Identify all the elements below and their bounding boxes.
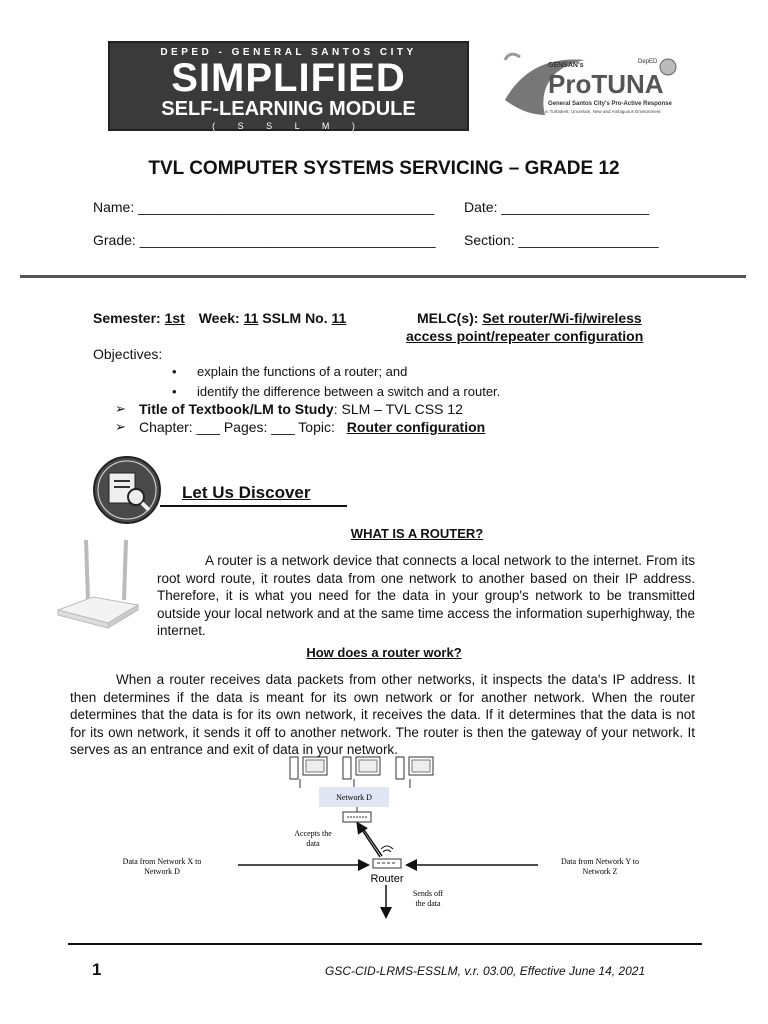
textbook-line xyxy=(139,401,463,417)
banner-top-text: DEPED - GENERAL SANTOS CITY xyxy=(160,47,417,58)
page-number: 1 xyxy=(92,960,102,979)
semester-value: 1st xyxy=(164,310,185,326)
date-field: Date: ___________________ xyxy=(464,199,650,215)
accepts-label-1: Accepts the xyxy=(294,829,332,838)
logo-tagline2: in Turbulent, Uncertain, New and Ambiguous Environment xyxy=(545,109,661,114)
melc-line xyxy=(417,310,642,326)
banner-subtitle: SELF-LEARNING MODULE xyxy=(161,98,416,120)
chapter-text: Chapter: ___ Pages: ___ Topic: xyxy=(139,419,335,435)
from-y-label-2: Network Z xyxy=(582,867,618,876)
name-field: Name: ______________________________________ xyxy=(93,199,434,215)
router-diagram xyxy=(0,752,768,932)
computer-icon xyxy=(290,757,327,779)
protuna-logo xyxy=(500,45,690,130)
sends-label-1: Sends off xyxy=(412,889,444,898)
chapter-line xyxy=(139,419,485,435)
sends-label-2: the data xyxy=(415,899,441,908)
objectives-label: Objectives: xyxy=(93,346,163,362)
melc-label: MELC(s): xyxy=(417,310,479,326)
section-field: Section: __________________ xyxy=(464,232,659,248)
banner-title: SIMPLIFIED xyxy=(171,56,406,100)
from-x-label-2: Network D xyxy=(144,867,180,876)
week-value: 11 xyxy=(243,310,259,326)
sslm-label: SSLM No. xyxy=(262,310,328,326)
objective-item: • identify the difference between a switch and a router. xyxy=(197,384,500,399)
footer-code: GSC-CID-LRMS-ESSLM, v.r. 03.00, Effective June 14, 2021 xyxy=(325,964,646,978)
accepts-label-2: data xyxy=(306,839,320,848)
logo-gensan-text: GENSAN's xyxy=(548,62,584,69)
textbook-label: Title of Textbook/LM to Study xyxy=(139,401,334,417)
discover-heading: Let Us Discover xyxy=(182,483,311,502)
from-y-label-1: Data from Network Y to xyxy=(560,857,640,866)
footer-divider xyxy=(68,943,702,945)
router-label: Router xyxy=(370,873,404,885)
banner-sslm: ( S S L M ) xyxy=(212,121,365,131)
discover-underline xyxy=(160,505,347,507)
computer-icon xyxy=(343,757,380,779)
melc-value-1: Set router/Wi-fi/wireless xyxy=(482,310,642,326)
router-image xyxy=(48,535,148,635)
week-label: Week: xyxy=(198,310,240,326)
textbook-value: : SLM – TVL CSS 12 xyxy=(333,401,463,417)
sslm-value: 11 xyxy=(331,310,347,326)
sslm-banner xyxy=(108,41,469,131)
network-d-label: Network D xyxy=(336,793,372,802)
semester-label: Semester: xyxy=(93,310,161,326)
logo-deped-text: DepED xyxy=(638,59,658,65)
router-work-paragraph: When a router receives data packets from other networks, it inspects the data's IP address. It then determines if the data is meant for its own network or for another network. When the router determines that the data is for its own network, it receives the data. If it determines that the data is not for its own network, it sends it off to another network. The router is then the gateway of your network. It serves as an entrance and exit of data in your network. xyxy=(70,672,695,757)
logo-name: ProTUNA xyxy=(548,69,664,99)
melc-line-2 xyxy=(406,328,643,344)
topic-value: Router configuration xyxy=(346,419,486,435)
objective-item: • explain the functions of a router; and xyxy=(197,364,407,379)
semester-line xyxy=(93,310,346,326)
header-divider xyxy=(20,275,746,278)
grade-field: Grade: ______________________________________ xyxy=(93,232,436,248)
tuna-fish-icon xyxy=(500,45,690,130)
router-definition-paragraph: A router is a network device that connects a local network to the internet. From its root word route, it routes data from one network to another based on their IP address. Therefore, it is what you need for the data in your group's network to be transmitted outside your local network and at the same time access the information superhighway, the internet. xyxy=(157,553,695,638)
document-title: TVL COMPUTER SYSTEMS SERVICING – GRADE 12 xyxy=(148,158,620,179)
wifi-router-icon xyxy=(48,535,148,635)
melc-value-2: access point/repeater configuration xyxy=(406,328,644,344)
computer-icon xyxy=(396,757,433,779)
what-is-router-heading: WHAT IS A ROUTER? xyxy=(350,526,484,541)
from-x-label-1: Data from Network X to xyxy=(122,857,202,866)
discover-icon xyxy=(92,455,162,525)
how-router-works-heading: How does a router work? xyxy=(306,645,462,660)
logo-tagline: General Santos City's Pro-Active Response xyxy=(548,101,672,107)
